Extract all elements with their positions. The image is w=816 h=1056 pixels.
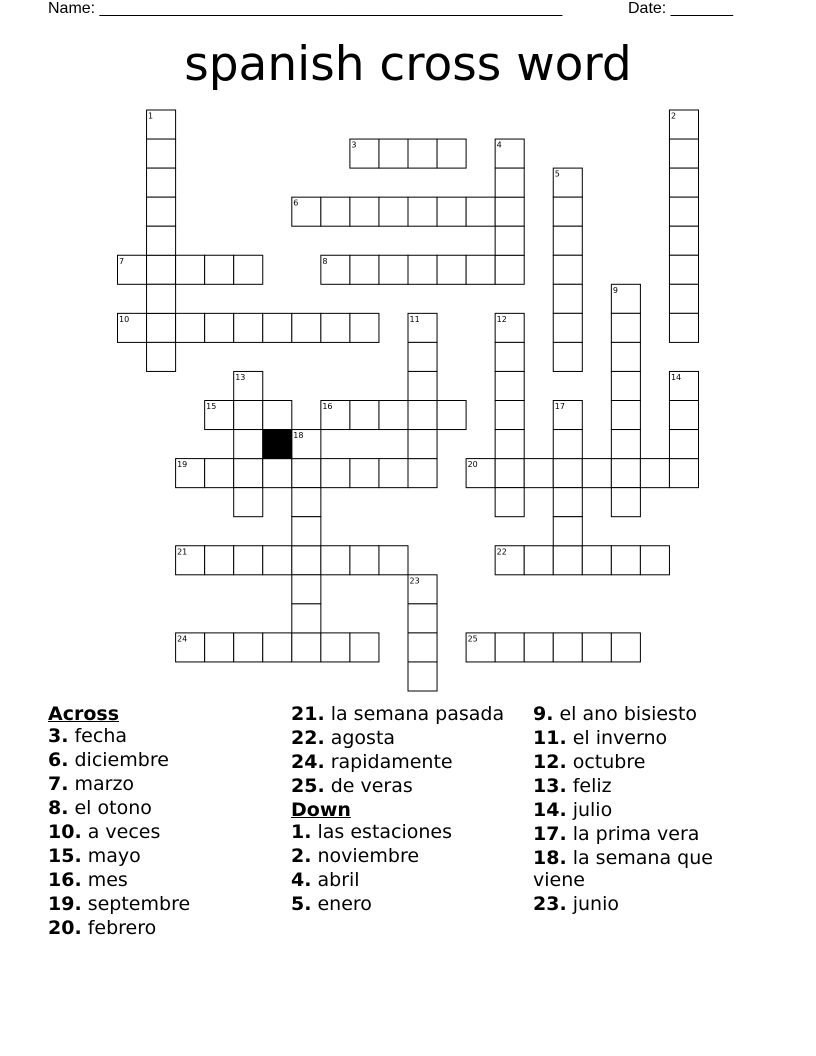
- clue-item: [291, 893, 521, 915]
- cell-number: 22: [496, 547, 507, 557]
- grid-cell[interactable]: [495, 633, 524, 662]
- clue-number: 9.: [533, 703, 554, 725]
- clue-item: [291, 751, 521, 773]
- cell-number: 24: [177, 634, 188, 644]
- clue-number: 4.: [291, 869, 312, 891]
- grid-cell[interactable]: [669, 226, 698, 255]
- grid-cell[interactable]: [292, 546, 321, 575]
- grid-cell[interactable]: [292, 517, 321, 546]
- grid-cell[interactable]: [582, 459, 611, 488]
- grid-cell[interactable]: [611, 313, 640, 342]
- clue-item: [48, 749, 278, 771]
- grid-cell[interactable]: [234, 313, 263, 342]
- clue-number: 22.: [291, 727, 325, 749]
- grid-cell[interactable]: [611, 430, 640, 459]
- clue-number: 10.: [48, 821, 82, 843]
- grid-cell[interactable]: [640, 459, 669, 488]
- grid-cell[interactable]: [263, 401, 292, 430]
- grid-cell[interactable]: [553, 255, 582, 284]
- grid-cell[interactable]: [524, 459, 553, 488]
- grid-cell[interactable]: [147, 226, 176, 255]
- clue-text: la semana que viene: [533, 847, 713, 891]
- cell-number: 23: [409, 576, 420, 586]
- grid-cell[interactable]: [292, 459, 321, 488]
- grid-cell[interactable]: [553, 430, 582, 459]
- grid-cell[interactable]: [553, 546, 582, 575]
- cell-number: 20: [467, 460, 478, 470]
- grid-cell[interactable]: [321, 197, 350, 226]
- grid-cell[interactable]: [234, 430, 263, 459]
- grid-cell[interactable]: [350, 401, 379, 430]
- clue-text: mayo: [81, 845, 141, 867]
- cell-number: 10: [119, 314, 130, 324]
- grid-cell[interactable]: [321, 313, 350, 342]
- clue-item: [48, 869, 278, 891]
- clue-text: septembre: [81, 893, 191, 915]
- clue-text: marzo: [68, 773, 135, 795]
- name-field-label[interactable]: Name: ____________________________________________________: [48, 0, 563, 17]
- grid-cell[interactable]: [437, 255, 466, 284]
- grid-cell[interactable]: [611, 546, 640, 575]
- clue-item: [533, 847, 763, 891]
- grid-cell[interactable]: [611, 633, 640, 662]
- clue-number: 13.: [533, 775, 567, 797]
- grid-cell[interactable]: [669, 168, 698, 197]
- grid-cell[interactable]: [611, 401, 640, 430]
- grid-cell[interactable]: [408, 342, 437, 371]
- clues-column-1: [48, 703, 278, 941]
- grid-cell[interactable]: [437, 197, 466, 226]
- grid-cell[interactable]: [263, 459, 292, 488]
- clue-number: 17.: [533, 823, 567, 845]
- grid-cell[interactable]: [147, 255, 176, 284]
- grid-cell[interactable]: [553, 313, 582, 342]
- clue-number: 16.: [48, 869, 82, 891]
- grid-cell[interactable]: [437, 401, 466, 430]
- grid-cell[interactable]: [669, 459, 698, 488]
- grid-cell[interactable]: [147, 342, 176, 371]
- grid-cell[interactable]: [408, 139, 437, 168]
- grid-cell[interactable]: [408, 662, 437, 691]
- clue-number: 15.: [48, 845, 82, 867]
- grid-cell[interactable]: [205, 546, 234, 575]
- cell-number: 5: [554, 169, 560, 179]
- clue-item: [291, 727, 521, 749]
- grid-cell[interactable]: [408, 430, 437, 459]
- clue-text: el ano bisiesto: [553, 703, 698, 725]
- grid-cell[interactable]: [640, 546, 669, 575]
- clue-text: enero: [311, 893, 372, 915]
- clue-number: 7.: [48, 773, 69, 795]
- clue-item: [533, 727, 763, 749]
- clue-text: abril: [311, 869, 360, 891]
- grid-cell[interactable]: [147, 197, 176, 226]
- cell-number: 25: [467, 634, 478, 644]
- grid-cell[interactable]: [205, 313, 234, 342]
- cell-number: 21: [177, 547, 188, 557]
- clue-item: [48, 917, 278, 939]
- grid-cell[interactable]: [553, 342, 582, 371]
- grid-cell[interactable]: [408, 401, 437, 430]
- grid-cell[interactable]: [408, 197, 437, 226]
- grid-cell[interactable]: [379, 459, 408, 488]
- grid-cell[interactable]: [234, 633, 263, 662]
- grid-cell[interactable]: [176, 313, 205, 342]
- grid-cell[interactable]: [495, 459, 524, 488]
- grid-cell[interactable]: [408, 255, 437, 284]
- clue-item: [48, 821, 278, 843]
- grid-cell[interactable]: [611, 488, 640, 517]
- grid-cell[interactable]: [495, 401, 524, 430]
- clue-item: [533, 893, 763, 915]
- grid-cell[interactable]: [205, 633, 234, 662]
- clue-text: rapidamente: [324, 751, 453, 773]
- grid-cell[interactable]: [495, 226, 524, 255]
- clue-text: el otono: [68, 797, 152, 819]
- grid-cell[interactable]: [466, 197, 495, 226]
- cell-number: 12: [496, 314, 507, 324]
- clue-text: la prima vera: [566, 823, 700, 845]
- clue-number: 18.: [533, 847, 567, 869]
- cell-number: 15: [206, 402, 217, 411]
- clue-number: 19.: [48, 893, 82, 915]
- clue-text: mes: [81, 869, 128, 891]
- clue-number: 3.: [48, 725, 69, 747]
- clue-number: 11.: [533, 727, 567, 749]
- clue-text: el inverno: [566, 727, 668, 749]
- clue-item: [291, 869, 521, 891]
- grid-cell[interactable]: [669, 197, 698, 226]
- grid-cell[interactable]: [292, 575, 321, 604]
- cell-number: 4: [496, 140, 502, 150]
- date-field-label[interactable]: Date: _______: [628, 0, 733, 17]
- grid-cell[interactable]: [147, 313, 176, 342]
- clue-item: [48, 797, 278, 819]
- clue-item: [291, 821, 521, 843]
- grid-cell[interactable]: [582, 633, 611, 662]
- clue-number: 1.: [291, 821, 312, 843]
- clue-text: agosta: [324, 727, 396, 749]
- clue-item: [291, 703, 521, 725]
- clue-number: 5.: [291, 893, 312, 915]
- grid-cell[interactable]: [408, 371, 437, 400]
- grid-cell[interactable]: [553, 284, 582, 313]
- down-heading: Down: [291, 799, 351, 821]
- cell-number: 3: [351, 140, 357, 150]
- cell-number: 14: [670, 372, 682, 382]
- grid-cell[interactable]: [379, 546, 408, 575]
- grid-cell[interactable]: [321, 459, 350, 488]
- grid-cell[interactable]: [379, 197, 408, 226]
- cell-number: 11: [409, 314, 420, 324]
- cell-number: 13: [235, 372, 246, 382]
- grid-cell[interactable]: [205, 459, 234, 488]
- clue-item: [533, 823, 763, 845]
- clue-item: [291, 845, 521, 867]
- clue-text: noviembre: [311, 845, 420, 867]
- clue-text: las estaciones: [311, 821, 453, 843]
- clue-item: [533, 775, 763, 797]
- grid-cell[interactable]: [234, 459, 263, 488]
- clue-item: [48, 725, 278, 747]
- clue-text: diciembre: [68, 749, 169, 771]
- grid-cell[interactable]: [234, 255, 263, 284]
- grid-cell[interactable]: [553, 459, 582, 488]
- grid-cell[interactable]: [669, 139, 698, 168]
- grid-cell[interactable]: [669, 313, 698, 342]
- clue-item: [291, 775, 521, 797]
- grid-cell[interactable]: [495, 342, 524, 371]
- grid-cell[interactable]: [495, 255, 524, 284]
- grid-cell[interactable]: [350, 255, 379, 284]
- grid-cell[interactable]: [350, 197, 379, 226]
- clue-item: [48, 773, 278, 795]
- grid-cell[interactable]: [553, 488, 582, 517]
- grid-cell[interactable]: [495, 430, 524, 459]
- grid-cell[interactable]: [408, 604, 437, 633]
- clues-column-2: [291, 703, 521, 917]
- grid-cell[interactable]: [176, 255, 205, 284]
- clue-text: de veras: [324, 775, 413, 797]
- grid-cell[interactable]: [147, 139, 176, 168]
- grid-cell[interactable]: [350, 546, 379, 575]
- grid-cell[interactable]: [611, 342, 640, 371]
- grid-cell[interactable]: [263, 313, 292, 342]
- cell-number: 17: [554, 402, 565, 411]
- grid-cell[interactable]: [263, 633, 292, 662]
- clue-number: 12.: [533, 751, 567, 773]
- page-title: spanish cross word: [184, 37, 632, 92]
- grid-cell[interactable]: [466, 255, 495, 284]
- clue-text: junio: [566, 893, 619, 915]
- clue-text: fecha: [68, 725, 128, 747]
- grid-cell[interactable]: [669, 430, 698, 459]
- grid-cell[interactable]: [379, 255, 408, 284]
- clue-text: a veces: [81, 821, 161, 843]
- grid-cell[interactable]: [611, 459, 640, 488]
- clue-item: [48, 845, 278, 867]
- across-heading: Across: [48, 703, 120, 725]
- grid-cell[interactable]: [350, 633, 379, 662]
- grid-cell[interactable]: [321, 633, 350, 662]
- clue-text: octubre: [566, 751, 646, 773]
- grid-cell[interactable]: [379, 401, 408, 430]
- clue-item: [533, 799, 763, 821]
- grid-cell[interactable]: [553, 517, 582, 546]
- clue-text: julio: [566, 799, 613, 821]
- clue-text: febrero: [81, 917, 157, 939]
- grid-cell[interactable]: [263, 546, 292, 575]
- grid-cell[interactable]: [669, 284, 698, 313]
- clue-number: 20.: [48, 917, 82, 939]
- grid-cell[interactable]: [553, 226, 582, 255]
- grid-cell[interactable]: [292, 633, 321, 662]
- grid-cell[interactable]: [524, 633, 553, 662]
- cell-number: 6: [293, 198, 299, 208]
- clue-number: 6.: [48, 749, 69, 771]
- grid-cell[interactable]: [495, 488, 524, 517]
- clues-column-3: [533, 703, 763, 917]
- grid-cell[interactable]: [408, 459, 437, 488]
- clue-number: 21.: [291, 703, 325, 725]
- clue-item: [533, 703, 763, 725]
- cell-number: 7: [119, 256, 125, 266]
- grid-cell[interactable]: [147, 168, 176, 197]
- grid-cell[interactable]: [495, 168, 524, 197]
- black-cell: [263, 430, 292, 459]
- grid-cell[interactable]: [234, 488, 263, 517]
- grid-cell[interactable]: [321, 546, 350, 575]
- grid-cell[interactable]: [205, 255, 234, 284]
- clue-text: la semana pasada: [324, 703, 505, 725]
- clue-number: 23.: [533, 893, 567, 915]
- clue-number: 14.: [533, 799, 567, 821]
- cell-number: 2: [670, 111, 677, 121]
- grid-cell[interactable]: [553, 633, 582, 662]
- grid-cell[interactable]: [524, 546, 553, 575]
- cell-number: 16: [322, 402, 333, 411]
- grid-cell[interactable]: [147, 284, 176, 313]
- grid-cell[interactable]: [408, 633, 437, 662]
- grid-cell[interactable]: [379, 139, 408, 168]
- grid-cell[interactable]: [582, 546, 611, 575]
- grid-cell[interactable]: [669, 401, 698, 430]
- grid-cell[interactable]: [495, 371, 524, 400]
- cell-number: 9: [612, 285, 618, 295]
- cell-number: 18: [293, 431, 304, 441]
- grid-cell[interactable]: [234, 401, 263, 430]
- grid-cell[interactable]: [292, 488, 321, 517]
- grid-cell[interactable]: [234, 546, 263, 575]
- cell-number: 1: [148, 111, 154, 121]
- grid-cell[interactable]: [611, 371, 640, 400]
- clue-number: 24.: [291, 751, 325, 773]
- grid-cell[interactable]: [350, 459, 379, 488]
- clue-number: 25.: [291, 775, 325, 797]
- grid-cell[interactable]: [669, 255, 698, 284]
- grid-cell[interactable]: [292, 604, 321, 633]
- grid-cell[interactable]: [553, 197, 582, 226]
- cell-number: 8: [322, 256, 328, 266]
- grid-cell[interactable]: [495, 197, 524, 226]
- grid-cell[interactable]: [437, 139, 466, 168]
- grid-cell[interactable]: [292, 313, 321, 342]
- grid-cell[interactable]: [350, 313, 379, 342]
- clue-number: 8.: [48, 797, 69, 819]
- clue-item: [48, 893, 278, 915]
- cell-number: 19: [177, 460, 188, 470]
- clue-number: 2.: [291, 845, 312, 867]
- clue-item: [533, 751, 763, 773]
- clue-text: feliz: [566, 775, 612, 797]
